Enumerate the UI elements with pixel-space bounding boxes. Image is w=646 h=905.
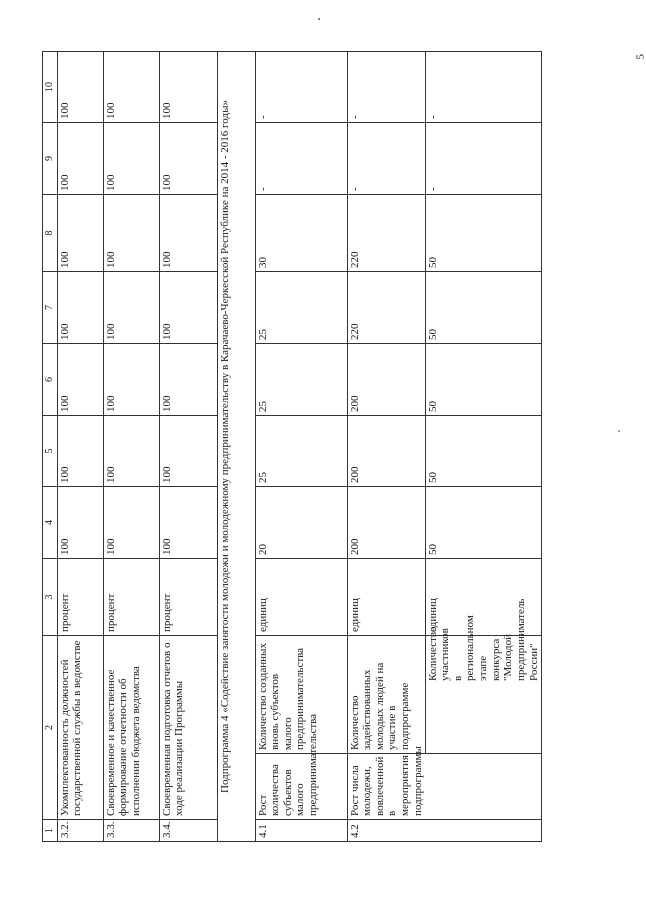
value-cell: 50 <box>425 344 542 416</box>
value-cell: 100 <box>57 272 103 344</box>
value-cell: 200 <box>347 344 425 416</box>
value-cell: 30 <box>255 195 347 272</box>
goal-cell: Рост количества субъектов малого предпринимательства <box>255 754 347 820</box>
table-row <box>103 52 159 842</box>
indicator-name: Количество задействованных молодых людей на участие в подпрограмме <box>347 636 425 754</box>
row-number: 4.2 <box>347 820 542 842</box>
value-cell: 50 <box>425 195 542 272</box>
indicator-name: Своевременная подготовка отчетов о ходе реализации Программы <box>159 636 217 820</box>
value-cell: 100 <box>103 344 159 416</box>
value-cell: 100 <box>103 195 159 272</box>
unit-cell: процент <box>159 559 217 636</box>
value-cell: 100 <box>103 123 159 195</box>
value-cell: - <box>347 52 425 123</box>
value-cell: 220 <box>347 272 425 344</box>
value-cell: 100 <box>57 123 103 195</box>
section-row <box>217 52 255 842</box>
rotated-sheet <box>42 52 624 842</box>
value-cell: 25 <box>255 416 347 487</box>
value-cell: 100 <box>57 416 103 487</box>
header-cell: 7 <box>43 272 58 344</box>
row-number: 3.2. <box>57 820 103 842</box>
subprogram-title: Подпрограмма 4 «Содействие занятости молодежи и молодежному предпринимательству в Карачаево-Черкесской Республике на 2014 - 2016 годы» <box>217 52 255 842</box>
table-row <box>425 52 542 842</box>
value-cell: 100 <box>159 123 217 195</box>
header-cell: 1 <box>43 820 58 842</box>
scan-speck <box>318 18 320 20</box>
value-cell: 100 <box>57 52 103 123</box>
header-cell: 3 <box>43 559 58 636</box>
value-cell: - <box>425 123 542 195</box>
value-cell: 100 <box>159 52 217 123</box>
header-cell: 2 <box>43 636 58 820</box>
header-cell: 6 <box>43 344 58 416</box>
value-cell: 100 <box>159 487 217 559</box>
header-cell: 5 <box>43 416 58 487</box>
unit-cell: процент <box>103 559 159 636</box>
value-cell: - <box>347 123 425 195</box>
indicator-name: Количество созданных вновь субъектов малого предпринимательства <box>255 636 347 754</box>
unit-cell: единиц <box>255 559 347 636</box>
value-cell: 100 <box>57 344 103 416</box>
value-cell: 100 <box>103 272 159 344</box>
value-cell: 100 <box>159 272 217 344</box>
row-number: 3.3. <box>103 820 159 842</box>
table-row <box>255 52 347 842</box>
value-cell: 100 <box>159 416 217 487</box>
value-cell: 50 <box>425 416 542 487</box>
goal-cell: Рост числа молодежи, вовлеченной в мероприятия подпрограммы <box>347 754 542 820</box>
row-number: 4.1 <box>255 820 347 842</box>
unit-cell: единиц <box>425 559 542 636</box>
value-cell: 100 <box>159 195 217 272</box>
page-number: 5 <box>634 54 646 60</box>
header-cell: 10 <box>43 52 58 123</box>
indicator-name: Количество участников в региональном этапе конкурса "Молодой предприниматель России" <box>425 636 542 754</box>
value-cell: 50 <box>425 487 542 559</box>
table-row <box>347 52 425 842</box>
value-cell: 100 <box>103 52 159 123</box>
indicators-table <box>42 51 542 842</box>
value-cell: - <box>255 52 347 123</box>
indicator-name: Укомплектованность должностей государственной службы в ведомстве <box>57 636 103 820</box>
value-cell: 100 <box>57 195 103 272</box>
value-cell: 25 <box>255 272 347 344</box>
unit-cell: единиц <box>347 559 425 636</box>
table-row <box>159 52 217 842</box>
value-cell: 25 <box>255 344 347 416</box>
header-cell: 9 <box>43 123 58 195</box>
header-row <box>43 52 58 842</box>
value-cell: 200 <box>347 487 425 559</box>
indicator-name: Своевременное и качественное формирование отчетности об исполнении бюджета ведомства <box>103 636 159 820</box>
unit-cell: процент <box>57 559 103 636</box>
value-cell: 50 <box>425 272 542 344</box>
header-cell: 4 <box>43 487 58 559</box>
header-cell: 8 <box>43 195 58 272</box>
value-cell: 220 <box>347 195 425 272</box>
value-cell: 100 <box>57 487 103 559</box>
value-cell: 100 <box>103 487 159 559</box>
value-cell: - <box>255 123 347 195</box>
value-cell: 100 <box>159 344 217 416</box>
value-cell: - <box>425 52 542 123</box>
row-number: 3.4. <box>159 820 217 842</box>
value-cell: 200 <box>347 416 425 487</box>
value-cell: 100 <box>103 416 159 487</box>
table-row <box>57 52 103 842</box>
value-cell: 20 <box>255 487 347 559</box>
